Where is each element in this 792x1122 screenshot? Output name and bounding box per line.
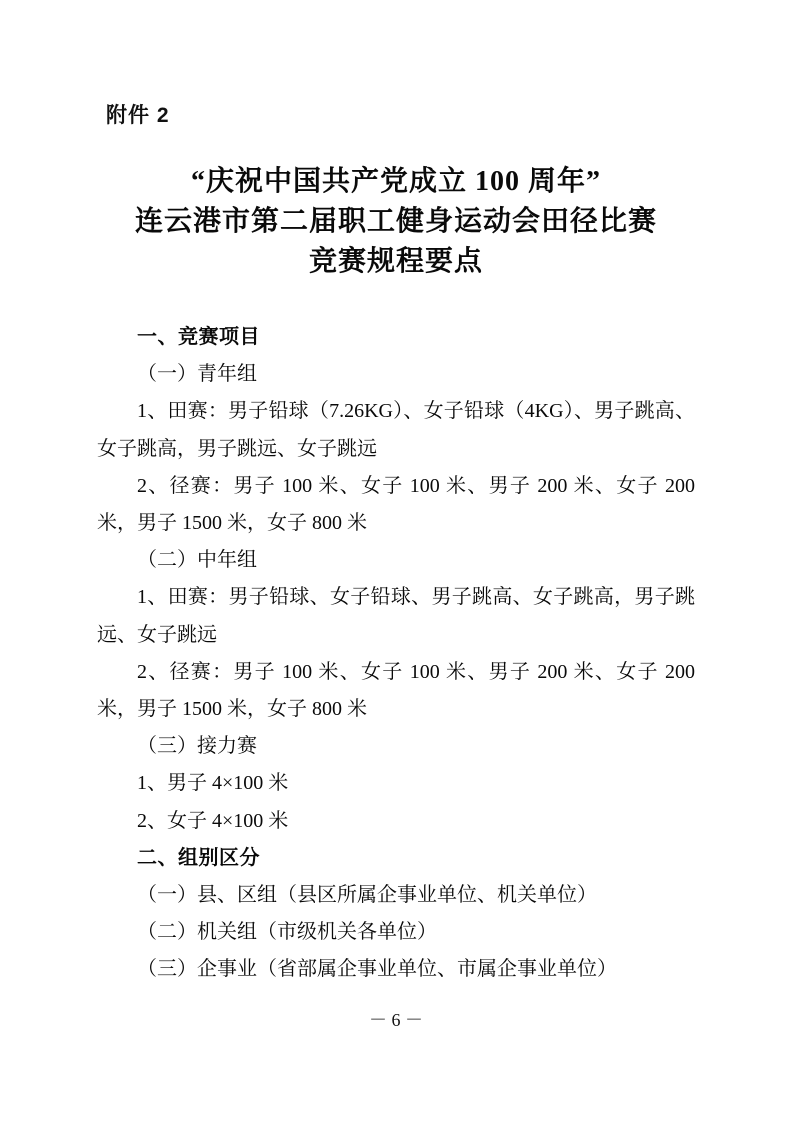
- page-number: － 6 －: [369, 1010, 423, 1030]
- body-paragraph: 2、径赛：男子 100 米、女子 100 米、男子 200 米、女子 200 米，男子 1500 米，女子 800 米: [97, 474, 695, 535]
- document-body: [97, 319, 695, 989]
- body-paragraph: 1、男子 4×100 米: [137, 772, 289, 795]
- body-paragraph: 1、田赛：男子铅球（7.26KG）、女子铅球（4KG）、男子跳高、女子跳高，男子跳远、女子跳远: [97, 400, 695, 460]
- section-heading: 一、竞赛项目: [137, 326, 260, 348]
- attachment-label: 附件 2: [106, 104, 170, 127]
- title-line-2: 连云港市第二届职工健身运动会田径比赛: [134, 206, 657, 237]
- body-paragraph: （二）机关组（市级机关各单位）: [137, 921, 437, 944]
- body-paragraph: （一）青年组: [137, 363, 257, 386]
- title-line-3: 竞赛规程要点: [308, 246, 483, 277]
- body-paragraph: 2、径赛：男子 100 米、女子 100 米、男子 200 米、女子 200 米，男子 1500 米，女子 800 米: [97, 660, 695, 721]
- body-paragraph: （三）企事业（省部属企事业单位、市属企事业单位）: [137, 958, 617, 981]
- document-title: [60, 162, 732, 282]
- section-heading: 二、组别区分: [137, 846, 260, 869]
- title-line-1: “庆祝中国共产党成立 100 周年”: [190, 166, 601, 197]
- body-paragraph: （一）县、区组（县区所属企事业单位、机关单位）: [137, 884, 597, 907]
- body-paragraph: （二）中年组: [137, 549, 257, 572]
- body-paragraph: 1、田赛：男子铅球、女子铅球、男子跳高、女子跳高，男子跳远、女子跳远: [97, 586, 695, 646]
- page-footer: [0, 1006, 792, 1032]
- body-paragraph: （三）接力赛: [137, 735, 257, 758]
- body-paragraph: 2、女子 4×100 米: [137, 809, 289, 832]
